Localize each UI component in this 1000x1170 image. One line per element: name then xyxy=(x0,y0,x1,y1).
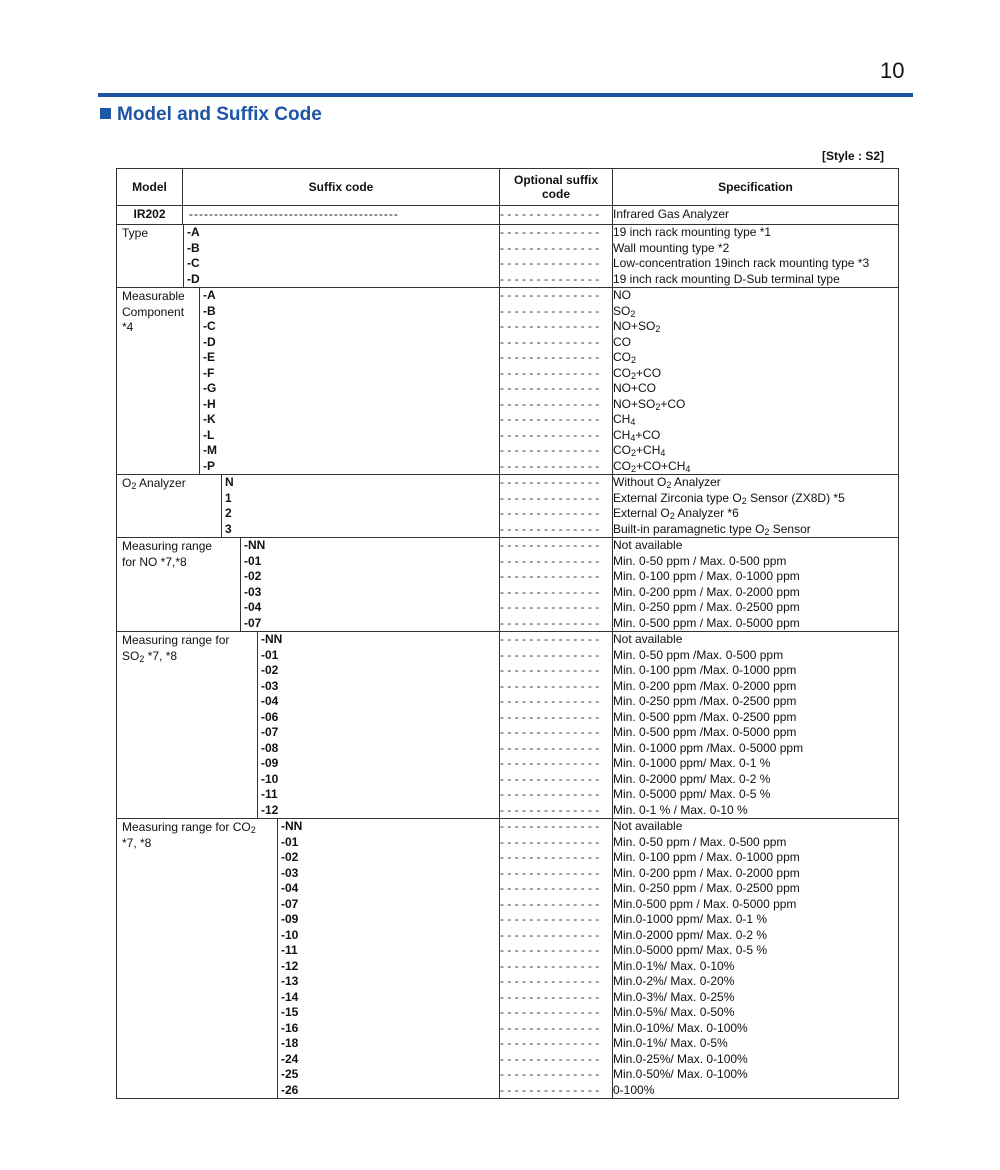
optional-dash: - - - - - - - - - - - - - - xyxy=(500,538,600,552)
optional-dash: - - - - - - - - - - - - - - xyxy=(500,427,600,442)
spec-line: Min. 0-100 ppm / Max. 0-1000 ppm xyxy=(613,850,800,864)
suffix-code: 2 xyxy=(225,506,232,520)
spec-line: Min.0-1000 ppm/ Max. 0-1 % xyxy=(613,912,768,926)
spec-line: Min. 0-100 ppm /Max. 0-1000 ppm xyxy=(613,663,797,677)
group-label-line: *7, *8 xyxy=(122,835,152,850)
square-bullet-icon xyxy=(100,108,111,119)
spec-line: Min.0-2%/ Max. 0-20% xyxy=(613,974,735,988)
suffix-code: -NN xyxy=(244,538,266,552)
group-codes xyxy=(199,288,217,474)
group-row xyxy=(117,538,899,632)
group-label-line: Type xyxy=(122,226,149,240)
optional-dash: - - - - - - - - - - - - - - xyxy=(500,771,600,786)
group-optional xyxy=(500,475,613,538)
spec-line: Built-in paramagnetic type $O_2$ Sensor xyxy=(613,521,811,537)
spec-line: Min. 0-2000 ppm/ Max. 0-2 % xyxy=(613,771,771,786)
optional-dash: - - - - - - - - - - - - - - xyxy=(500,615,600,630)
optional-dash: - - - - - - - - - - - - - - xyxy=(500,927,600,942)
suffix-code: -12 xyxy=(281,958,299,973)
spec-line: $NO+SO_2+CO$ xyxy=(613,396,686,412)
suffix-code: -A xyxy=(203,288,216,302)
spec-line: Min. 0-1000 ppm /Max. 0-5000 ppm xyxy=(613,740,804,755)
group-row xyxy=(117,632,899,819)
suffix-code: -25 xyxy=(281,1067,299,1081)
group-label-line: Measurable xyxy=(122,289,185,303)
optional-dash: - - - - - - - - - - - - - - xyxy=(500,865,600,880)
optional-dash: - - - - - - - - - - - - - - xyxy=(500,694,600,708)
suffix-code: -02 xyxy=(261,663,279,677)
suffix-code: -18 xyxy=(281,1036,299,1050)
optional-dash: - - - - - - - - - - - - - - xyxy=(500,334,600,349)
group-label xyxy=(117,632,257,818)
spec-line: NO xyxy=(613,288,631,302)
spec-line: Min.0-50%/ Max. 0-100% xyxy=(613,1067,748,1081)
spec-line: CO xyxy=(613,334,631,349)
suffix-code: -04 xyxy=(244,600,262,614)
optional-dash: - - - - - - - - - - - - - - xyxy=(500,600,600,614)
suffix-code: -P xyxy=(203,458,215,473)
optional-dash: - - - - - - - - - - - - - - xyxy=(500,225,600,239)
optional-dash: - - - - - - - - - - - - - - xyxy=(500,584,600,599)
optional-dash: - - - - - - - - - - - - - - xyxy=(500,1020,600,1035)
optional-dash: - - - - - - - - - - - - - - xyxy=(500,288,600,302)
spec-line: External Zirconia type $O_2$ Sensor (ZX8D) *5 xyxy=(613,490,845,506)
spec-line: Min. 0-100 ppm / Max. 0-1000 ppm xyxy=(613,569,800,583)
suffix-code: -03 xyxy=(261,678,279,693)
suffix-code: -B xyxy=(187,240,200,255)
group-optional xyxy=(500,538,613,632)
group-suffix-cell xyxy=(117,819,500,1099)
suffix-code: -16 xyxy=(281,1020,299,1035)
group-specs xyxy=(613,225,899,288)
optional-dash: - - - - - - - - - - - - - - xyxy=(500,1067,600,1081)
suffix-code: -04 xyxy=(281,881,299,895)
spec-line: $CO_2+CH_4$ xyxy=(613,443,666,458)
optional-dash: - - - - - - - - - - - - - - xyxy=(500,365,600,380)
spec-line: NO+CO xyxy=(613,381,657,395)
suffix-code: -B xyxy=(203,303,216,318)
spec-line: Min. 0-50 ppm /Max. 0-500 ppm xyxy=(613,647,784,662)
group-suffix-cell xyxy=(117,225,500,288)
suffix-code: -07 xyxy=(281,896,299,911)
model-dash: ------------------------------------------ xyxy=(183,206,500,225)
optional-dash: - - - - - - - - - - - - - - xyxy=(500,787,600,801)
heading-text: Model and Suffix Code xyxy=(117,104,322,125)
group-label xyxy=(117,225,183,287)
group-row xyxy=(117,225,899,288)
suffix-code: -24 xyxy=(281,1051,299,1066)
spec-line: Min. 0-50 ppm / Max. 0-500 ppm xyxy=(613,834,787,849)
suffix-code: -10 xyxy=(281,927,299,942)
group-codes xyxy=(257,632,282,818)
spec-line: Not available xyxy=(613,538,683,552)
group-label xyxy=(117,288,199,474)
spec-line: Min. 0-500 ppm /Max. 0-5000 ppm xyxy=(613,725,797,739)
header-suffix: Suffix code xyxy=(183,169,500,206)
optional-dash: - - - - - - - - - - - - - - xyxy=(500,912,600,926)
group-suffix-cell xyxy=(117,475,500,538)
optional-dash: - - - - - - - - - - - - - - xyxy=(500,834,600,849)
suffix-code: -NN xyxy=(281,819,303,833)
optional-dash: - - - - - - - - - - - - - - xyxy=(500,1036,600,1050)
group-label xyxy=(117,819,277,1098)
spec-line: Min. 0-250 ppm / Max. 0-2500 ppm xyxy=(613,881,800,895)
spec-line: Min. 0-50 ppm / Max. 0-500 ppm xyxy=(613,553,787,568)
spec-line: Min. 0-200 ppm / Max. 0-2000 ppm xyxy=(613,865,800,880)
header-spec: Specification xyxy=(613,169,899,206)
group-codes xyxy=(221,475,234,537)
spec-line: Min.0-25%/ Max. 0-100% xyxy=(613,1051,748,1066)
optional-dash: - - - - - - - - - - - - - - xyxy=(500,974,600,988)
spec-line: 19 inch rack mounting D-Sub terminal type xyxy=(613,271,840,286)
group-suffix-cell xyxy=(117,288,500,475)
optional-dash: - - - - - - - - - - - - - - xyxy=(500,632,600,646)
model-row xyxy=(117,206,899,225)
optional-dash: - - - - - - - - - - - - - - xyxy=(500,240,600,255)
suffix-code: -NN xyxy=(261,632,283,646)
optional-dash: - - - - - - - - - - - - - - xyxy=(500,740,600,755)
suffix-code: -02 xyxy=(244,569,262,583)
suffix-code: -A xyxy=(187,225,200,239)
optional-dash: - - - - - - - - - - - - - - xyxy=(500,958,600,973)
group-specs xyxy=(613,475,899,538)
group-label-line: Measuring range xyxy=(122,539,213,553)
suffix-code: -07 xyxy=(244,615,262,630)
optional-dash: - - - - - - - - - - - - - - xyxy=(500,1082,600,1097)
group-optional xyxy=(500,288,613,475)
group-label-line: Measuring range for $CO_2$ xyxy=(122,820,256,835)
suffix-code: -14 xyxy=(281,989,299,1004)
spec-line: Not available xyxy=(613,819,683,833)
suffix-code: -03 xyxy=(281,865,299,880)
optional-dash: - - - - - - - - - - - - - - xyxy=(500,521,600,536)
suffix-code: -L xyxy=(203,427,215,442)
optional-dash: - - - - - - - - - - - - - - xyxy=(500,569,600,583)
group-label-line: for NO *7,*8 xyxy=(122,554,187,569)
spec-line: $CH_4$ xyxy=(613,412,636,427)
optional-dash: - - - - - - - - - - - - - - xyxy=(500,256,600,270)
spec-line: $CO_2$ xyxy=(613,350,637,365)
suffix-code: -11 xyxy=(261,787,278,801)
suffix-code: N xyxy=(225,475,234,489)
suffix-code: -C xyxy=(203,319,216,333)
optional-dash: - - - - - - - - - - - - - - xyxy=(500,678,600,693)
suffix-code: -G xyxy=(203,381,217,395)
suffix-code: -D xyxy=(203,334,216,349)
group-row xyxy=(117,475,899,538)
group-row xyxy=(117,819,899,1099)
optional-dash: - - - - - - - - - - - - - - xyxy=(500,319,600,333)
suffix-code: -D xyxy=(187,271,200,286)
spec-line: Min. 0-200 ppm / Max. 0-2000 ppm xyxy=(613,584,800,599)
suffix-code: -13 xyxy=(281,974,299,988)
group-optional xyxy=(500,225,613,288)
suffix-code: -04 xyxy=(261,694,279,708)
suffix-code: -07 xyxy=(261,725,279,739)
optional-dash: - - - - - - - - - - - - - - xyxy=(500,271,600,286)
group-label-line: $SO_2$ *7, *8 xyxy=(122,648,178,664)
suffix-code: -02 xyxy=(281,850,299,864)
group-label-line: Component xyxy=(122,304,185,319)
suffix-code: -12 xyxy=(261,802,279,817)
spec-line: Without $O_2$ Analyzer xyxy=(613,475,721,490)
optional-dash: - - - - - - - - - - - - - - xyxy=(500,725,600,739)
group-label xyxy=(117,538,240,631)
spec-line: Min.0-5%/ Max. 0-50% xyxy=(613,1005,735,1019)
group-specs xyxy=(613,288,899,475)
spec-line: $CO_2+CO+CH_4$ xyxy=(613,458,691,474)
group-label xyxy=(117,475,221,537)
spec-line: Min. 0-250 ppm / Max. 0-2500 ppm xyxy=(613,600,800,614)
suffix-code: -H xyxy=(203,396,216,411)
group-row xyxy=(117,288,899,475)
optional-dash: - - - - - - - - - - - - - - xyxy=(500,802,600,817)
optional-dash: - - - - - - - - - - - - - - xyxy=(500,412,600,426)
model-suffix-table xyxy=(116,168,899,1099)
optional-dash: - - - - - - - - - - - - - - xyxy=(500,458,600,473)
spec-line: External $O_2$ Analyzer *6 xyxy=(613,506,739,521)
spec-line: Min.0-1%/ Max. 0-5% xyxy=(613,1036,728,1050)
optional-dash: - - - - - - - - - - - - - - xyxy=(500,506,600,520)
optional-dash: - - - - - - - - - - - - - - xyxy=(500,989,600,1004)
spec-line: Min. 0-200 ppm /Max. 0-2000 ppm xyxy=(613,678,797,693)
suffix-code: -C xyxy=(187,256,200,270)
suffix-code: -03 xyxy=(244,584,262,599)
suffix-code: -K xyxy=(203,412,216,426)
model-code: IR202 xyxy=(117,206,183,225)
spec-line: 0-100% xyxy=(613,1082,655,1097)
optional-dash: - - - - - - - - - - - - - - xyxy=(500,647,600,662)
model-optional: - - - - - - - - - - - - - - xyxy=(500,206,613,225)
optional-dash: - - - - - - - - - - - - - - xyxy=(500,350,600,364)
group-specs xyxy=(613,632,899,819)
optional-dash: - - - - - - - - - - - - - - xyxy=(500,881,600,895)
spec-line: Low-concentration 19inch rack mounting type *3 xyxy=(613,256,870,270)
suffix-code: -01 xyxy=(281,834,299,849)
optional-dash: - - - - - - - - - - - - - - xyxy=(500,475,600,489)
spec-line: $CO_2+CO$ xyxy=(613,365,662,381)
spec-line: Min.0-2000 ppm/ Max. 0-2 % xyxy=(613,927,768,942)
suffix-code: -26 xyxy=(281,1082,299,1097)
optional-dash: - - - - - - - - - - - - - - xyxy=(500,756,600,770)
spec-line: Min. 0-5000 ppm/ Max. 0-5 % xyxy=(613,787,771,801)
suffix-code: 3 xyxy=(225,521,232,536)
suffix-code: -F xyxy=(203,365,215,380)
spec-line: Min. 0-250 ppm /Max. 0-2500 ppm xyxy=(613,694,797,708)
spec-line: Min.0-1%/ Max. 0-10% xyxy=(613,958,735,973)
optional-dash: - - - - - - - - - - - - - - xyxy=(500,850,600,864)
suffix-code: -M xyxy=(203,443,217,457)
style-note: [Style : S2] xyxy=(822,149,885,163)
optional-dash: - - - - - - - - - - - - - - xyxy=(500,819,600,833)
suffix-code: -09 xyxy=(281,912,299,926)
model-spec: Infrared Gas Analyzer xyxy=(613,206,899,225)
spec-line: $SO_2$ xyxy=(613,303,636,319)
group-label-line: *4 xyxy=(122,320,134,334)
optional-dash: - - - - - - - - - - - - - - xyxy=(500,709,600,724)
suffix-code: -E xyxy=(203,350,215,364)
optional-dash: - - - - - - - - - - - - - - xyxy=(500,1051,600,1066)
group-optional xyxy=(500,819,613,1099)
suffix-code: -11 xyxy=(281,943,298,957)
group-codes xyxy=(277,819,302,1098)
group-codes xyxy=(183,225,200,287)
optional-dash: - - - - - - - - - - - - - - xyxy=(500,381,600,395)
spec-line: Not available xyxy=(613,632,683,646)
spec-line: Min. 0-500 ppm /Max. 0-2500 ppm xyxy=(613,709,797,724)
spec-line: Min.0-500 ppm / Max. 0-5000 ppm xyxy=(613,896,797,911)
spec-line: $NO+SO_2$ xyxy=(613,319,661,334)
suffix-code: 1 xyxy=(225,490,232,505)
optional-dash: - - - - - - - - - - - - - - xyxy=(500,896,600,911)
group-specs xyxy=(613,819,899,1099)
spec-line: Min.0-3%/ Max. 0-25% xyxy=(613,989,735,1004)
suffix-code: -15 xyxy=(281,1005,299,1019)
optional-dash: - - - - - - - - - - - - - - xyxy=(500,943,600,957)
suffix-code: -09 xyxy=(261,756,279,770)
optional-dash: - - - - - - - - - - - - - - xyxy=(500,443,600,457)
header-optional: Optional suffix code xyxy=(500,169,613,206)
spec-line: Min. 0-1000 ppm/ Max. 0-1 % xyxy=(613,756,771,770)
group-specs xyxy=(613,538,899,632)
spec-line: Min.0-5000 ppm/ Max. 0-5 % xyxy=(613,943,768,957)
page-number: 10 xyxy=(880,58,905,83)
group-suffix-cell xyxy=(117,538,500,632)
suffix-code: -10 xyxy=(261,771,279,786)
optional-dash: - - - - - - - - - - - - - - xyxy=(500,1005,600,1019)
optional-dash: - - - - - - - - - - - - - - xyxy=(500,490,600,505)
optional-dash: - - - - - - - - - - - - - - xyxy=(500,663,600,677)
section-heading xyxy=(100,104,322,126)
header-model: Model xyxy=(117,169,183,206)
suffix-code: -01 xyxy=(244,553,262,568)
group-optional xyxy=(500,632,613,819)
spec-line: Min. 0-1 % / Max. 0-10 % xyxy=(613,802,748,817)
optional-dash: - - - - - - - - - - - - - - xyxy=(500,396,600,411)
optional-dash: - - - - - - - - - - - - - - xyxy=(500,303,600,318)
suffix-code: -01 xyxy=(261,647,279,662)
suffix-code: -06 xyxy=(261,709,279,724)
group-label-line: $O_2$ Analyzer xyxy=(122,476,186,491)
group-label-line: Measuring range for xyxy=(122,633,230,647)
spec-line: $CH_4+CO$ xyxy=(613,427,661,443)
spec-line: 19 inch rack mounting type *1 xyxy=(613,225,772,239)
header-rule xyxy=(98,93,913,97)
group-suffix-cell xyxy=(117,632,500,819)
suffix-code: -08 xyxy=(261,740,279,755)
spec-line: Wall mounting type *2 xyxy=(613,240,730,255)
spec-line: Min. 0-500 ppm / Max. 0-5000 ppm xyxy=(613,615,800,630)
optional-dash: - - - - - - - - - - - - - - xyxy=(500,553,600,568)
spec-line: Min.0-10%/ Max. 0-100% xyxy=(613,1020,748,1035)
group-codes xyxy=(240,538,265,631)
